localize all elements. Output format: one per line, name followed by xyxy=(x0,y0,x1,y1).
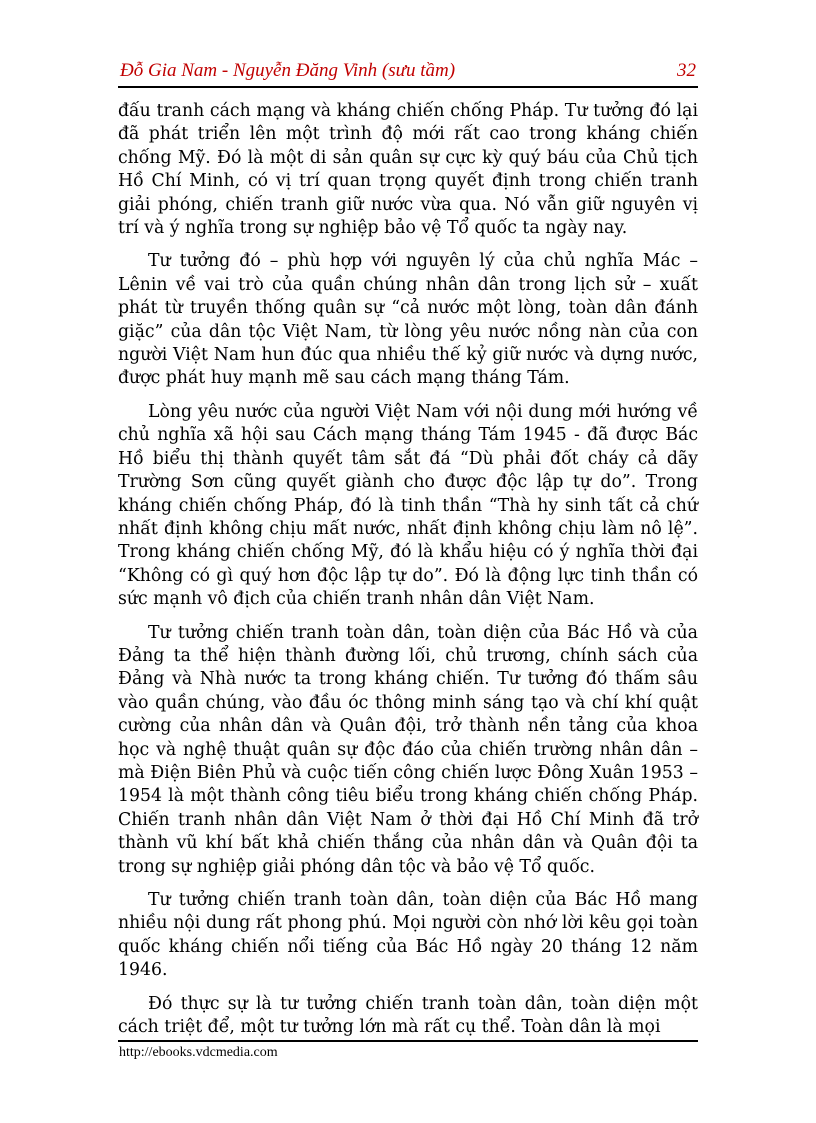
header-title: Đỗ Gia Nam - Nguyễn Đăng Vinh (sưu tầm) xyxy=(120,60,456,81)
footer-url[interactable]: http://ebooks.vdcmedia.com xyxy=(119,1045,278,1060)
page-header xyxy=(118,58,698,88)
paragraph: đấu tranh cách mạng và kháng chiến chống Pháp. Tư tưởng đó lại đã phát triển lên một trình độ mới rất cao trong kháng chiến chống Mỹ. Đó là một di sản quân sự cực kỳ quý báu của Chủ tịch Hồ Chí Minh, có vị trí quan trọng quyết định trong chiến tranh giải phóng, chiến tranh giữ nước vừa qua. Nó vẫn giữ nguyên vị trí và ý nghĩa trong sự nghiệp bảo vệ Tổ quốc ta ngày nay. xyxy=(118,101,698,239)
body-text xyxy=(118,100,698,1049)
paragraph: Đó thực sự là tư tưởng chiến tranh toàn dân, toàn diện một cách triệt để, một tư tưởng lớn mà rất cụ thể. Toàn dân là mọi xyxy=(118,993,698,1038)
paragraph: Lòng yêu nước của người Việt Nam với nội dung mới hướng về chủ nghĩa xã hội sau Cách mạng tháng Tám 1945 - đã được Bác Hồ biểu thị thành quyết tâm sắt đá “Dù phải đốt cháy cả dãy Trường Sơn cũng quyết giành cho được độc lập tự do”. Trong kháng chiến chống Pháp, đó là tinh thần “Thà hy sinh tất cả chứ nhất định không chịu mất nước, nhất định không chịu làm nô lệ”. Trong kháng chiến chống Mỹ, đó là khẩu hiệu có ý nghĩa thời đại “Không có gì quý hơn độc lập tự do”. Đó là động lực tinh thần có sức mạnh vô địch của chiến tranh nhân dân Việt Nam. xyxy=(118,401,698,610)
paragraph: Tư tưởng chiến tranh toàn dân, toàn diện của Bác Hồ và của Đảng ta thể hiện thành đường lối, chủ trương, chính sách của Đảng và Nhà nước ta trong kháng chiến. Tư tưởng đó thấm sâu vào quần chúng, vào đầu óc thông minh sáng tạo và chí khí quật cường của nhân dân và Quân đội, trở thành nền tảng của khoa học và nghệ thuật quân sự độc đáo của chiến trường nhân dân – mà Điện Biên Phủ và cuộc tiến công chiến lược Đông Xuân 1953 – 1954 là một thành công tiêu biểu trong kháng chiến chống Pháp. Chiến tranh nhân dân Việt Nam ở thời đại Hồ Chí Minh đã trở thành vũ khí bất khả chiến thắng của nhân dân và Quân đội ta trong sự nghiệp giải phóng dân tộc và bảo vệ Tổ quốc. xyxy=(118,622,698,877)
paragraph: Tư tưởng đó – phù hợp với nguyên lý của chủ nghĩa Mác – Lênin về vai trò của quần chúng nhân dân trong lịch sử – xuất phát từ truyền thống quân sự “cả nước một lòng, toàn dân đánh giặc” của dân tộc Việt Nam, từ lòng yêu nước nồng nàn của con người Việt Nam hun đúc qua nhiều thế kỷ giữ nước và dựng nước, được phát huy mạnh mẽ sau cách mạng tháng Tám. xyxy=(118,251,698,389)
page-number: 32 xyxy=(677,60,696,81)
paragraph: Tư tưởng chiến tranh toàn dân, toàn diện của Bác Hồ mang nhiều nội dung rất phong phú. Mọi người còn nhớ lời kêu gọi toàn quốc kháng chiến nổi tiếng của Bác Hồ ngày 20 tháng 12 năm 1946. xyxy=(118,890,698,981)
footer-divider xyxy=(118,1040,698,1042)
